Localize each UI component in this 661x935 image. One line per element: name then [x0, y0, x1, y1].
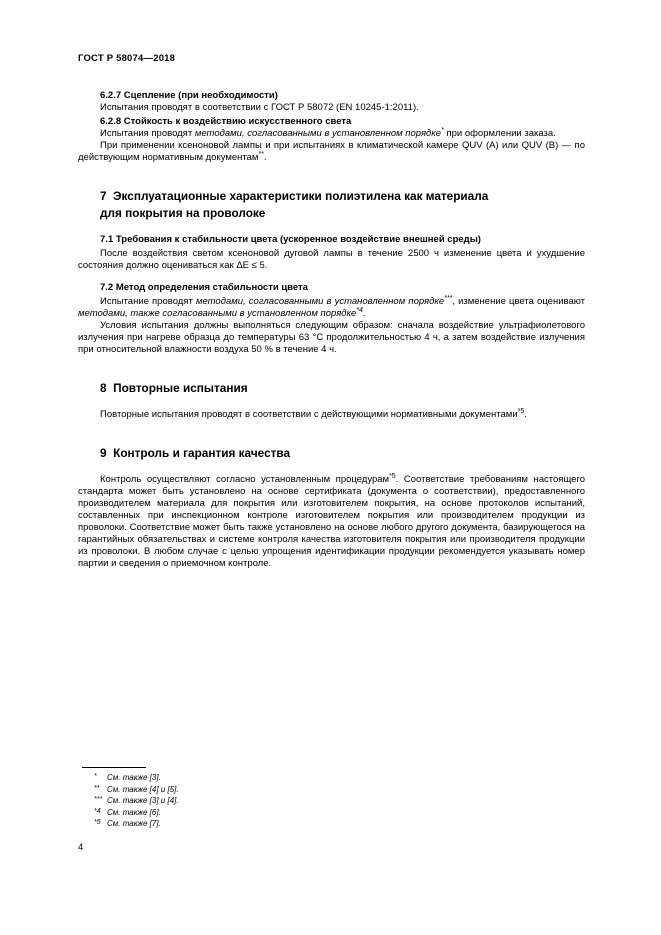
footnote-item: [78, 795, 179, 807]
footnote-ref-double-asterisk: **: [258, 151, 264, 158]
text-run: при оформлении заказа.: [443, 128, 556, 139]
text-run: .: [263, 152, 267, 163]
text-run: . Соответствие требованиям настоящего стандарта может быть установлено на основе сертификата (документа о соответствии), предоставленного производителем материала для покрытия или изготовителем покрытия, на основе протоколов испытаний, составленных при инспекционном контроле изготовителем покрытия или производителем продукции из проволоки. Соответствие может быть также установлено на основе любого другого документа, базирующегося на гарантийных обязательствах и системе контроля качества изготовителя покрытия или производителя продукции из проволоки. В любом случае с целью упрощения идентификации продукции рекомендуется указывать номер партии и сведения о приемочном контроле.: [78, 474, 585, 569]
clause-7-2-title: 7.2 Метод определения стабильности цвета: [100, 282, 308, 293]
clause-7-2-paragraph-1: [78, 296, 585, 320]
footnote-text: См. также [3] и [4].: [107, 796, 179, 805]
footnote-text: См. также [4] и [5].: [107, 784, 179, 794]
text-run: .: [524, 409, 527, 420]
footnote-text: См. также [6].: [107, 807, 161, 817]
footnote-marker: *5: [94, 819, 101, 826]
clause-6-2-7-paragraph: Испытания проводят в соответствии с ГОСТ Р 58072 (EN 10245-1:2011).: [100, 102, 419, 113]
footnote-ref-star5: *5: [389, 473, 396, 480]
text-run: Повторные испытания проводят в соответствии с действующими нормативными документами: [100, 409, 518, 420]
footnote-item: [78, 784, 179, 796]
clause-7-1-paragraph: После воздействия светом ксеноновой дуговой лампы в течение 2500 ч изменение цвета и ухудшение состояния должно оцениваться как ΔE ≤ 5.: [78, 248, 585, 271]
text-run: Испытания проводят: [100, 128, 195, 139]
footnote-marker: ***: [94, 796, 103, 803]
clause-7-1-title: 7.1 Требования к стабильности цвета (ускоренное воздействие внешней среды): [100, 234, 481, 245]
section-9-paragraph: [78, 474, 585, 570]
section-8-heading: 8 Повторные испытания: [100, 381, 248, 395]
footnote-item: [78, 818, 179, 830]
footnote-ref-star4: *4: [356, 307, 363, 314]
text-run-italic: методами, также согласованными в установленном порядке: [78, 308, 357, 319]
footnote-ref-asterisk: *: [441, 127, 444, 134]
footnote-item: [78, 772, 179, 784]
footnote-marker: *: [94, 773, 97, 780]
clause-6-2-7-title: 6.2.7 Сцепление (при необходимости): [100, 90, 278, 101]
standard-code-header: ГОСТ Р 58074—2018: [78, 53, 176, 64]
footnote-item: [78, 807, 179, 819]
section-8-paragraph: [78, 409, 585, 421]
footnote-text: См. также [7].: [107, 819, 161, 828]
section-9-heading: 9 Контроль и гарантия качества: [100, 446, 291, 460]
text-run: При применении ксеноновой лампы и при испытаниях в климатической камере QUV (A) или QUV (B) — по действующим нормативным документам: [78, 140, 585, 163]
clause-7-2-paragraph-2: Условия испытания должны выполняться следующим образом: сначала воздействие ультрафиолетового излучения при нагреве образца до температуры 63 °С продолжительностью 4 ч, а затем воздействие излучения при относительной влажности воздуха 50 % в течение 4 ч.: [78, 320, 585, 355]
footnote-ref-star5: *5: [517, 408, 525, 415]
text-run: Контроль осуществляют согласно установленным процедурам: [100, 474, 390, 485]
footnote-text: См. также [3].: [107, 773, 161, 782]
clause-6-2-8-paragraph-1: [78, 128, 585, 140]
document-body: [78, 90, 585, 570]
clause-6-2-8-paragraph-2: [78, 140, 585, 164]
section-7-heading: 7 Эксплуатационные характеристики полиэтилена как материала для покрытия на проволоке: [100, 189, 489, 220]
footnote-marker: *4: [94, 807, 101, 815]
text-run-italic: методами, согласованными в установленном порядке: [195, 296, 445, 307]
footnote-separator-rule: [82, 767, 146, 768]
text-run: .: [362, 308, 366, 319]
text-run-italic: методами, согласованными в установленном порядке: [194, 128, 442, 139]
footnote-ref-triple-asterisk: ***: [444, 295, 453, 302]
clause-6-2-8-title: 6.2.8 Стойкость к воздействию искусственного света: [100, 116, 352, 127]
page-number: 4: [78, 842, 84, 853]
footnotes-block: [78, 767, 179, 830]
text-run: Испытание проводят: [100, 296, 196, 307]
text-run: , изменение цвета оценивают: [452, 296, 585, 307]
footnote-marker: **: [94, 784, 100, 792]
